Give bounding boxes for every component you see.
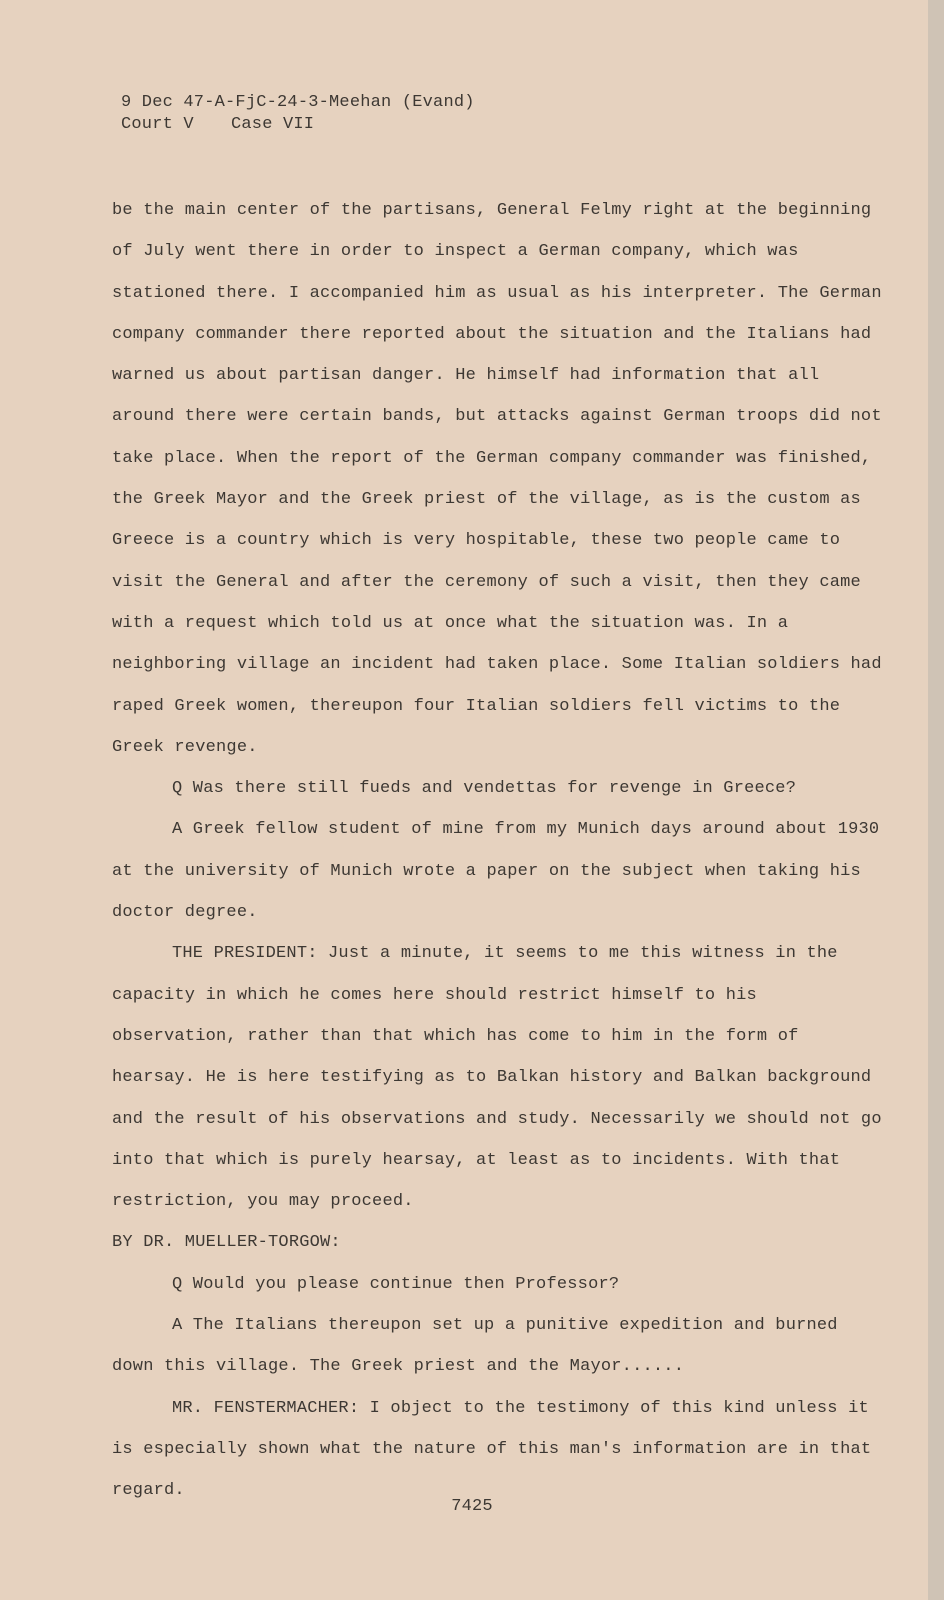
paragraph: A The Italians thereupon set up a punitive expedition and burned down this village. The Greek priest and the Mayor...... [112, 1316, 838, 1377]
paragraph: Q Was there still fueds and vendettas for revenge in Greece? [172, 779, 797, 799]
paragraph: Q Would you please continue then Professor? [172, 1274, 620, 1294]
header-court-case [121, 114, 475, 136]
header-reference: 9 Dec 47-A-FjC-24-3-Meehan (Evand) [121, 93, 475, 112]
paragraph: BY DR. MUELLER-TORGOW: [112, 1233, 341, 1253]
paragraph: be the main center of the partisans, General Felmy right at the beginning of July went there in order to inspect a German company, which was stationed there. I accompanied him as usual as his interpreter. The German company commander there reported about the situation and the Italians had warned us about partisan danger. He himself had information that all around there were certain bands, but attacks against German troops did not take place. When the report of the German company commander was finished, the Greek Mayor and the Greek priest of the village, as is the custom as Greece is a country which is very hospitable, these two people came to visit the General and after the ceremony of such a visit, then they came with a request which told us at once what the situation was. In a neighboring village an incident had taken place. Some Italian soldiers had raped Greek women, thereupon four Italian soldiers fell victims to the Greek revenge. [112, 201, 882, 757]
header-case: Case VII [231, 115, 315, 134]
page-number: 7425 [451, 1497, 493, 1516]
paragraph: THE PRESIDENT: Just a minute, it seems to me this witness in the capacity in which he comes here should restrict himself to his observation, rather than that which has come to him in the form of hearsay. He is here testifying as to Balkan history and Balkan background and the result of his observations and study. Necessarily we should not go into that which is purely hearsay, at least as to incidents. With that restriction, you may proceed. [112, 944, 882, 1212]
paragraph: A Greek fellow student of mine from my Munich days around about 1930 at the university of Munich wrote a paper on the subject when taking his doctor degree. [112, 820, 880, 923]
paragraph: MR. FENSTERMACHER: I object to the testimony of this kind unless it is especially shown what the nature of this man's information are in that regard. [112, 1398, 872, 1501]
document-header [121, 92, 475, 136]
header-court: Court V [121, 115, 194, 134]
transcript-body [112, 190, 882, 1512]
